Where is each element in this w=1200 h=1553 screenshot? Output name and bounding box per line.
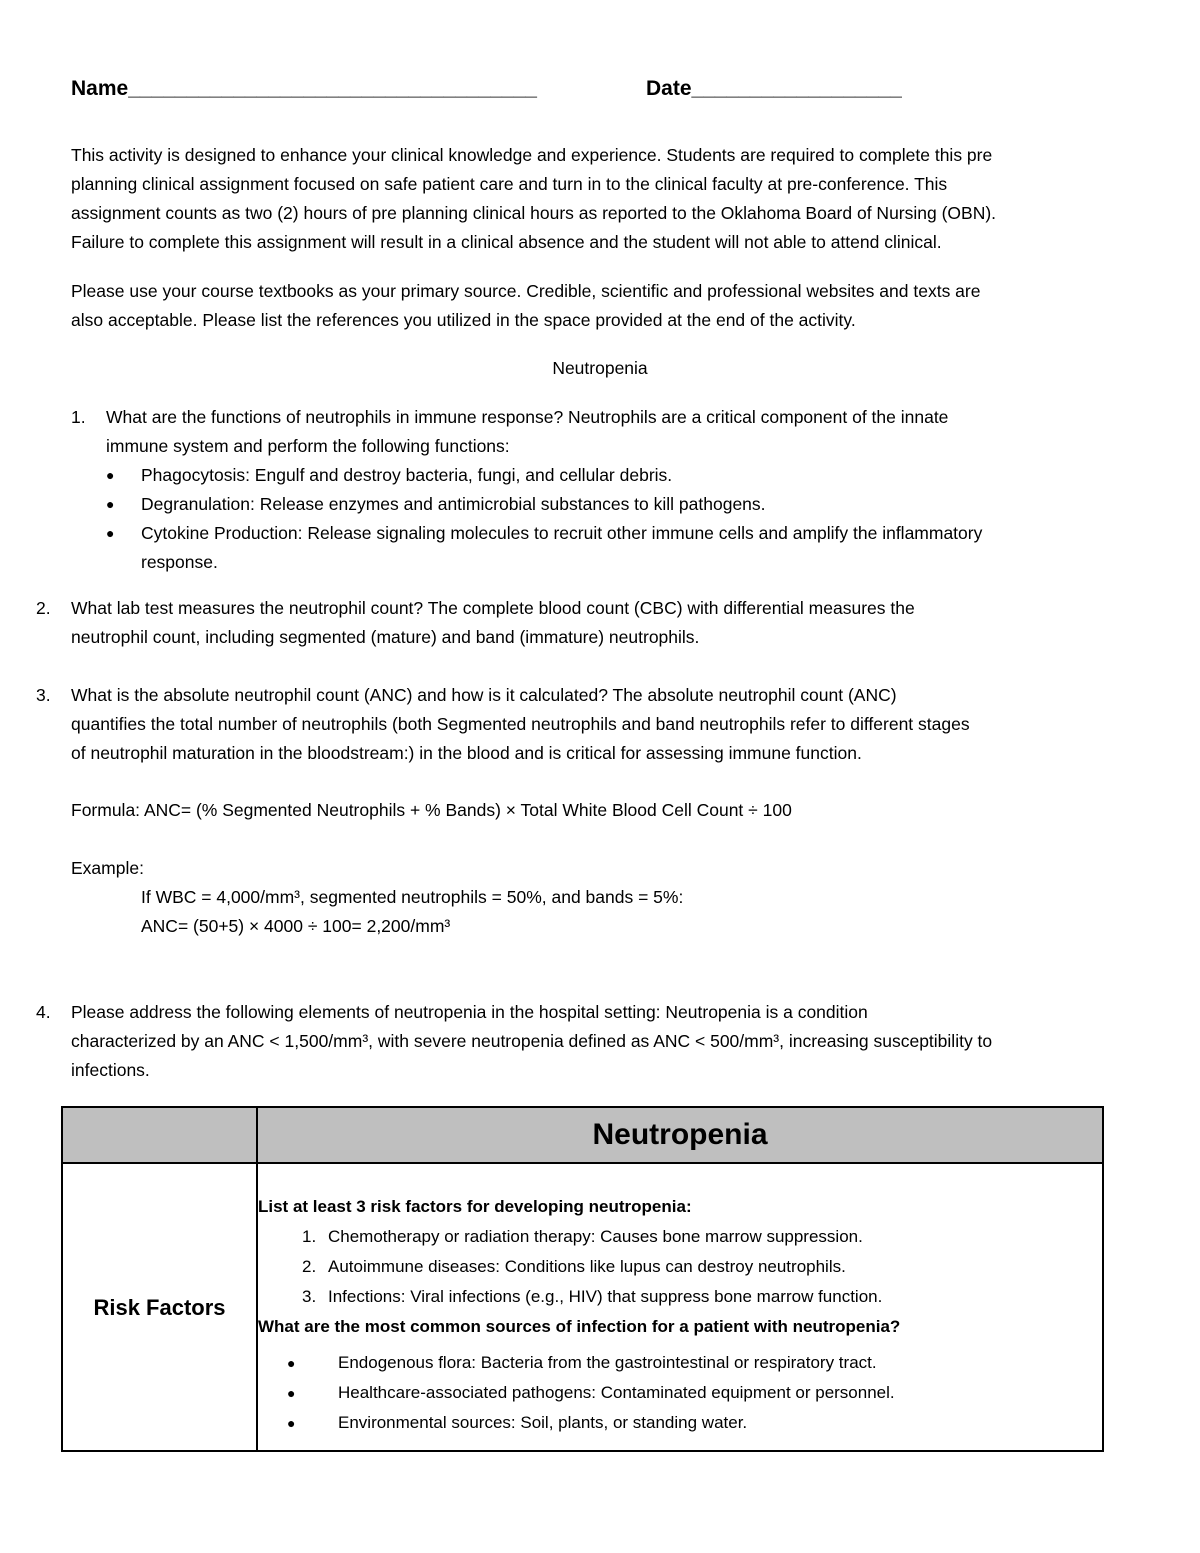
question-3 — [36, 681, 1131, 768]
question-line: quantifies the total number of neutrophils (both Segmented neutrophils and band neutrophils refer to different stages — [71, 714, 970, 734]
list-number: 2. — [302, 1257, 317, 1276]
list-item — [106, 461, 1131, 490]
intro-paragraph-2 — [71, 277, 1131, 335]
list-item-text: Autoimmune diseases: Conditions like lupus can destroy neutrophils. — [328, 1257, 846, 1276]
list-item-text: Chemotherapy or radiation therapy: Causes bone marrow suppression. — [328, 1227, 863, 1246]
bullet-icon: ● — [287, 1385, 296, 1401]
list-item-text: Cytokine Production: Release signaling molecules to recruit other immune cells and amplify the inflammatory — [141, 523, 983, 543]
list-item — [258, 1222, 1102, 1252]
question-line: What is the absolute neutrophil count (ANC) and how is it calculated? The absolute neutrophil count (ANC) — [71, 685, 897, 705]
intro-line: assignment counts as two (2) hours of pre planning clinical hours as reported to the Oklahoma Board of Nursing (OBN). — [71, 203, 997, 223]
section-title: Neutropenia — [552, 358, 648, 378]
question-line: What are the functions of neutrophils in immune response? Neutrophils are a critical component of the innate — [106, 407, 949, 427]
question-number: 4. — [36, 1002, 51, 1022]
bullet-icon: ● — [287, 1355, 296, 1371]
list-item — [258, 1252, 1102, 1282]
question-line: Please address the following elements of neutropenia in the hospital setting: Neutropenia is a condition — [71, 1002, 868, 1022]
question-number: 1. — [71, 407, 86, 427]
list-item-text: response. — [141, 552, 218, 572]
question-line: characterized by an ANC < 1,500/mm³, with severe neutropenia defined as ANC < 500/mm³, increasing susceptibility to — [71, 1031, 993, 1051]
list-item — [258, 1348, 1102, 1378]
list-number: 3. — [302, 1287, 317, 1306]
list-item — [106, 490, 1131, 519]
list-item-text: Environmental sources: Soil, plants, or standing water. — [338, 1413, 748, 1432]
question-2 — [36, 594, 1131, 652]
intro-paragraph-1 — [71, 141, 1131, 257]
anc-formula: Formula: ANC= (% Segmented Neutrophils + % Bands) × Total White Blood Cell Count ÷ 100 — [71, 800, 792, 820]
bullet-icon: ● — [106, 467, 115, 483]
intro-line: This activity is designed to enhance your clinical knowledge and experience. Students are required to complete this pre — [71, 145, 993, 165]
list-item — [106, 519, 1131, 577]
question-line: What lab test measures the neutrophil count? The complete blood count (CBC) with differential measures the — [71, 598, 915, 618]
example-label: Example: — [71, 858, 144, 878]
risk-heading: List at least 3 risk factors for developing neutropenia: — [258, 1197, 692, 1216]
list-item-text: Infections: Viral infections (e.g., HIV) that suppress bone marrow function. — [328, 1287, 883, 1306]
bullet-icon: ● — [106, 496, 115, 512]
list-item-text: Degranulation: Release enzymes and antimicrobial substances to kill pathogens. — [141, 494, 766, 514]
bullet-icon: ● — [106, 525, 115, 541]
row-label: Risk Factors — [62, 1163, 257, 1451]
bullet-icon: ● — [287, 1415, 296, 1431]
list-item-text: Phagocytosis: Engulf and destroy bacteria, fungi, and cellular debris. — [141, 465, 673, 485]
intro-line: Failure to complete this assignment will result in a clinical absence and the student will not able to attend clinical. — [71, 232, 942, 252]
intro-line: Please use your course textbooks as your primary source. Credible, scientific and professional websites and texts are — [71, 281, 981, 301]
question-4 — [36, 998, 1131, 1085]
header — [71, 74, 902, 104]
source-list — [258, 1348, 1102, 1438]
date-field-label: Date__________________ — [646, 77, 902, 100]
table-header-blank — [62, 1107, 257, 1163]
intro-line: planning clinical assignment focused on safe patient care and turn in to the clinical faculty at pre-conference. This — [71, 174, 948, 194]
list-item — [258, 1408, 1102, 1438]
example-line-2: ANC= (50+5) × 4000 ÷ 100= 2,200/mm³ — [141, 916, 451, 936]
list-item — [258, 1378, 1102, 1408]
source-heading: What are the most common sources of infection for a patient with neutropenia? — [258, 1317, 901, 1336]
question-number: 3. — [36, 685, 51, 705]
list-item-text: Endogenous flora: Bacteria from the gastrointestinal or respiratory tract. — [338, 1353, 877, 1372]
name-field-label: Name___________________________________ — [71, 77, 537, 100]
table-row — [62, 1163, 1103, 1451]
intro-line: also acceptable. Please list the references you utilized in the space provided at the end of the activity. — [71, 310, 856, 330]
list-number: 1. — [302, 1227, 317, 1246]
question-line: infections. — [71, 1060, 150, 1080]
neutropenia-table — [61, 1106, 1104, 1452]
risk-list — [258, 1222, 1102, 1312]
function-list — [106, 461, 1131, 577]
question-1 — [71, 403, 1131, 577]
example-line-1: If WBC = 4,000/mm³, segmented neutrophils = 50%, and bands = 5%: — [141, 887, 684, 907]
list-item — [258, 1282, 1102, 1312]
table-title: Neutropenia — [257, 1107, 1103, 1163]
question-line: neutrophil count, including segmented (mature) and band (immature) neutrophils. — [71, 627, 700, 647]
risk-factors-cell — [257, 1163, 1103, 1451]
question-line: immune system and perform the following functions: — [106, 436, 510, 456]
question-line: of neutrophil maturation in the bloodstream:) in the blood and is critical for assessing immune function. — [71, 743, 862, 763]
question-number: 2. — [36, 598, 51, 618]
table-header-row — [62, 1107, 1103, 1163]
list-item-text: Healthcare-associated pathogens: Contaminated equipment or personnel. — [338, 1383, 895, 1402]
